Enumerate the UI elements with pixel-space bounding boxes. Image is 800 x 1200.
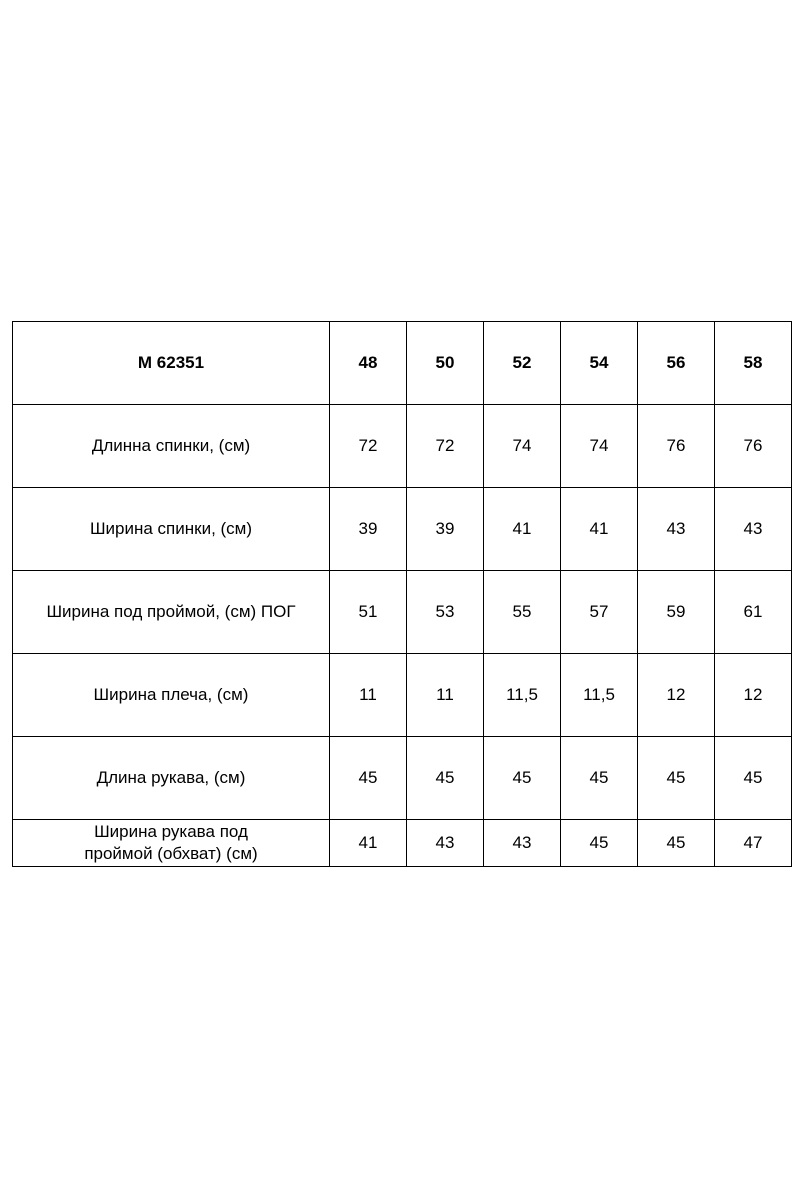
size-header: 58 <box>715 322 792 405</box>
table-row <box>13 737 792 820</box>
measurement-value: 74 <box>561 405 638 488</box>
measurement-value: 11 <box>407 654 484 737</box>
measurement-value: 53 <box>407 571 484 654</box>
table-row <box>13 571 792 654</box>
size-header: 50 <box>407 322 484 405</box>
measurement-value: 45 <box>638 820 715 867</box>
measurement-value: 51 <box>330 571 407 654</box>
model-number: M 62351 <box>13 322 330 405</box>
measurement-label <box>13 571 330 654</box>
label-line: проймой (обхват) (см) <box>84 844 258 863</box>
label-line: Длина рукава, (см) <box>96 768 246 787</box>
measurement-value: 45 <box>330 737 407 820</box>
measurement-value: 39 <box>330 488 407 571</box>
size-chart-table <box>12 321 792 867</box>
measurement-value: 41 <box>561 488 638 571</box>
table-row <box>13 405 792 488</box>
measurement-value: 43 <box>484 820 561 867</box>
measurement-value: 45 <box>561 820 638 867</box>
measurement-value: 61 <box>715 571 792 654</box>
measurement-value: 45 <box>638 737 715 820</box>
size-header: 56 <box>638 322 715 405</box>
table-header-row <box>13 322 792 405</box>
table-row <box>13 820 792 867</box>
measurement-value: 45 <box>715 737 792 820</box>
measurement-value: 59 <box>638 571 715 654</box>
measurement-value: 11,5 <box>561 654 638 737</box>
measurement-value: 74 <box>484 405 561 488</box>
measurement-label <box>13 654 330 737</box>
measurement-label <box>13 488 330 571</box>
measurement-label <box>13 820 330 867</box>
measurement-value: 76 <box>715 405 792 488</box>
measurement-label <box>13 405 330 488</box>
measurement-value: 43 <box>407 820 484 867</box>
measurement-value: 45 <box>407 737 484 820</box>
measurement-value: 72 <box>407 405 484 488</box>
measurement-value: 39 <box>407 488 484 571</box>
label-line: Ширина под проймой, (см) ПОГ <box>46 602 296 621</box>
table-row <box>13 488 792 571</box>
measurement-value: 43 <box>715 488 792 571</box>
measurement-value: 12 <box>715 654 792 737</box>
measurement-value: 55 <box>484 571 561 654</box>
label-line: Ширина рукава под <box>94 822 248 841</box>
size-header: 54 <box>561 322 638 405</box>
label-line: Ширина плеча, (см) <box>93 685 249 704</box>
measurement-value: 41 <box>330 820 407 867</box>
table-row <box>13 654 792 737</box>
measurement-value: 11,5 <box>484 654 561 737</box>
measurement-value: 72 <box>330 405 407 488</box>
measurement-label <box>13 737 330 820</box>
measurement-value: 12 <box>638 654 715 737</box>
label-line: Длинна спинки, (см) <box>91 436 251 455</box>
measurement-value: 11 <box>330 654 407 737</box>
measurement-value: 45 <box>484 737 561 820</box>
label-line: Ширина спинки, (см) <box>89 519 253 538</box>
size-header: 52 <box>484 322 561 405</box>
measurement-value: 47 <box>715 820 792 867</box>
size-header: 48 <box>330 322 407 405</box>
measurement-value: 45 <box>561 737 638 820</box>
measurement-value: 57 <box>561 571 638 654</box>
measurement-value: 76 <box>638 405 715 488</box>
measurement-value: 43 <box>638 488 715 571</box>
measurement-value: 41 <box>484 488 561 571</box>
